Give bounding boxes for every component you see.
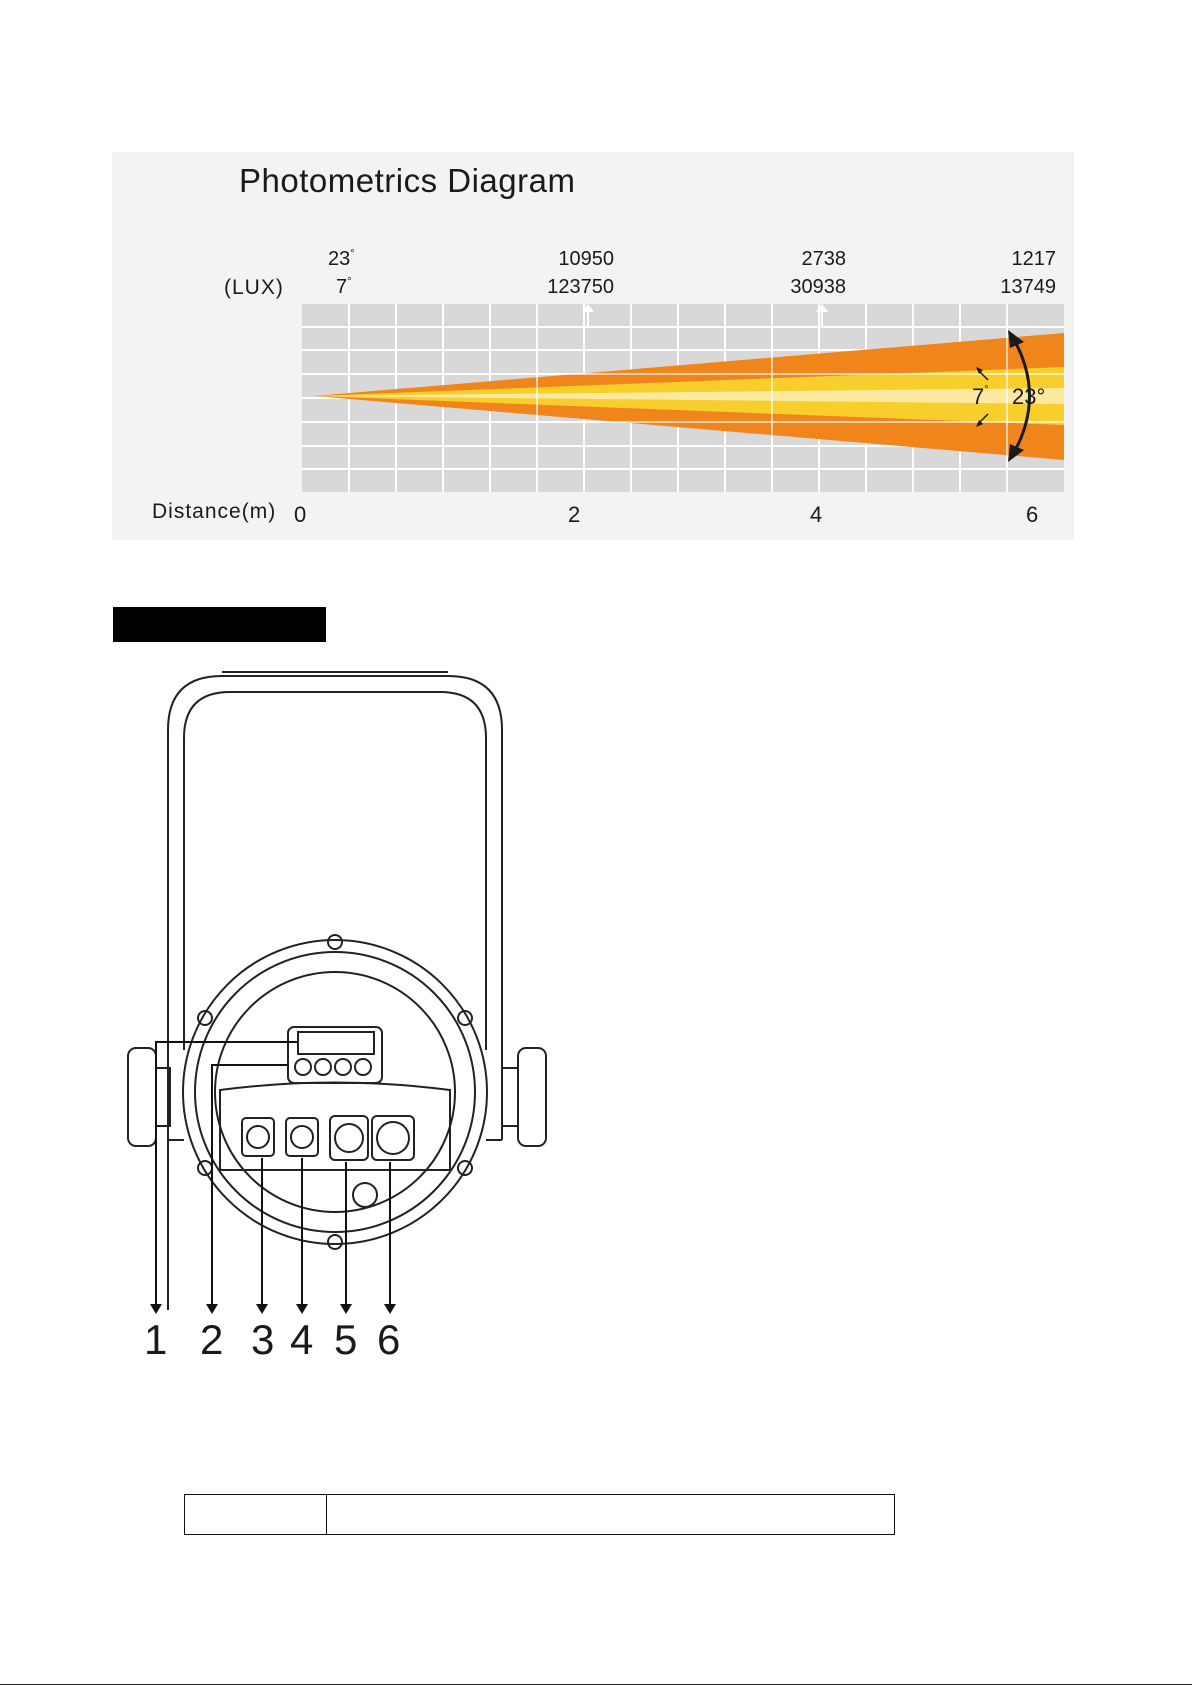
callout-arrowheads (110, 1296, 410, 1316)
beam-wide-angle-label: 23° (1012, 384, 1046, 409)
photometrics-diagram: Photometrics Diagram 23° 7° (LUX) 10950 123750 2738 30938 1217 13749 7° 23° Distance(m) 0 2 4 6 (112, 152, 1074, 540)
legend-table (184, 1494, 895, 1535)
distance-tick-4: 4 (810, 502, 823, 527)
housing-outer (183, 940, 487, 1244)
beam-narrow-angle-label: 7° (972, 384, 989, 409)
section-header-bar (113, 607, 326, 642)
button-3 (335, 1059, 351, 1075)
callout-leaders (156, 1042, 390, 1306)
left-knob (128, 1048, 156, 1146)
fixture-rear-view-drawing (110, 670, 560, 1310)
callout-1: 1 (144, 1316, 168, 1363)
callout-4: 4 (290, 1316, 314, 1363)
diagram-title: Photometrics Diagram (239, 162, 576, 199)
lux-wide-4m: 2738 (801, 248, 846, 270)
lcd-display (298, 1032, 374, 1054)
lux-narrow-2m: 123750 (547, 276, 614, 298)
callout-3: 3 (251, 1316, 275, 1363)
angle-narrow-label: 7° (336, 276, 352, 298)
distance-tick-0: 0 (294, 502, 307, 527)
safety-loop (353, 1183, 377, 1207)
bolt-bottom (328, 1235, 342, 1249)
yoke (168, 676, 502, 1310)
lux-unit-label: (LUX) (224, 276, 284, 299)
right-knob (518, 1048, 546, 1146)
callout-6: 6 (377, 1316, 401, 1363)
angle-wide-label: 23° (328, 248, 355, 270)
distance-tick-6: 6 (1026, 502, 1039, 527)
button-2 (315, 1059, 331, 1075)
legend-table-cell-1 (185, 1495, 327, 1534)
button-1 (295, 1059, 311, 1075)
bolt-left-bottom (198, 1161, 212, 1175)
lux-wide-2m: 10950 (558, 248, 614, 270)
distance-tick-2: 2 (568, 502, 581, 527)
callout-5: 5 (334, 1316, 358, 1363)
callout-2: 2 (200, 1316, 224, 1363)
beam-chart (112, 152, 1074, 540)
bolt-right-bottom (458, 1161, 472, 1175)
lux-narrow-4m: 30938 (790, 276, 846, 298)
button-4 (355, 1059, 371, 1075)
bolt-top (328, 935, 342, 949)
housing-ring (195, 952, 475, 1232)
distance-axis-label: Distance(m) (152, 500, 277, 523)
housing-inner (215, 972, 455, 1212)
